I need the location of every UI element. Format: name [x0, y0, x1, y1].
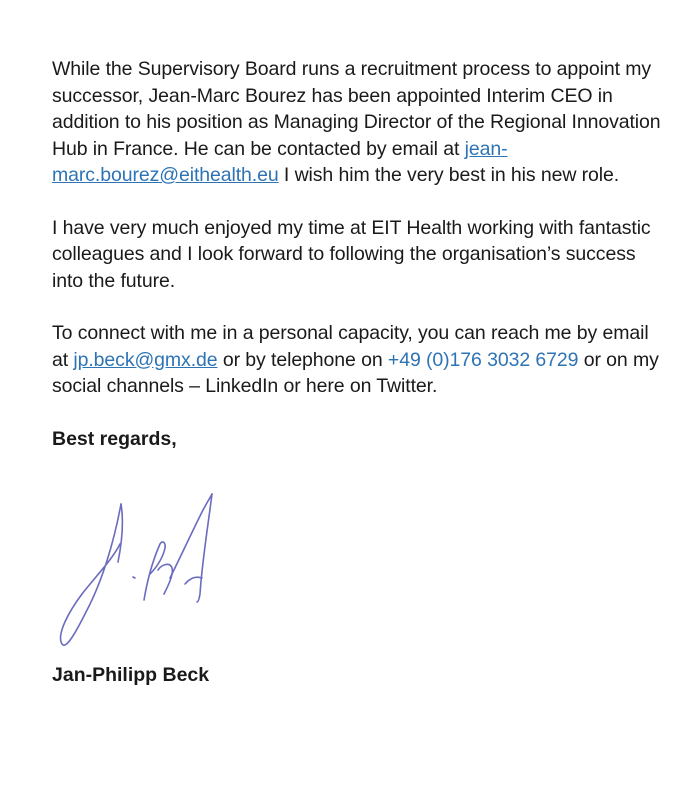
- handwritten-signature: [52, 482, 242, 654]
- paragraph-interim-ceo: [52, 56, 662, 189]
- signer-name: Jan-Philipp Beck: [52, 664, 210, 686]
- phone-number[interactable]: +49 (0)176 3032 6729: [387, 348, 579, 371]
- paragraph-contact: [52, 320, 662, 400]
- paragraph-text: I have very much enjoyed my time at EIT Health working with fantastic colleagues and I look forward to following the organisation’s success into the future.: [52, 216, 651, 292]
- paragraph-text: or on my social channels – LinkedIn or here on Twitter.: [52, 348, 659, 397]
- paragraph-gratitude: [52, 215, 662, 295]
- paragraph-text: To connect with me in a personal capacity, you can reach me by email at: [52, 322, 649, 371]
- paragraph-text: I wish him the very best in his new role.: [278, 164, 620, 186]
- paragraph-text: or by telephone on: [217, 348, 388, 371]
- email-link-beck[interactable]: jp.beck@gmx.de: [73, 348, 218, 371]
- email-link-bourez[interactable]: jean-marc.bourez@eithealth.eu: [52, 137, 508, 186]
- closing-salutation: Best regards,: [52, 427, 177, 450]
- letter-body: [52, 56, 662, 452]
- paragraph-text: While the Supervisory Board runs a recruitment process to appoint my successor, Jean-Marc Bourez has been appointed Interim CEO in addition to his position as Managing Director of the Regional Innovation Hub in France. He can be contacted by email at: [52, 58, 661, 160]
